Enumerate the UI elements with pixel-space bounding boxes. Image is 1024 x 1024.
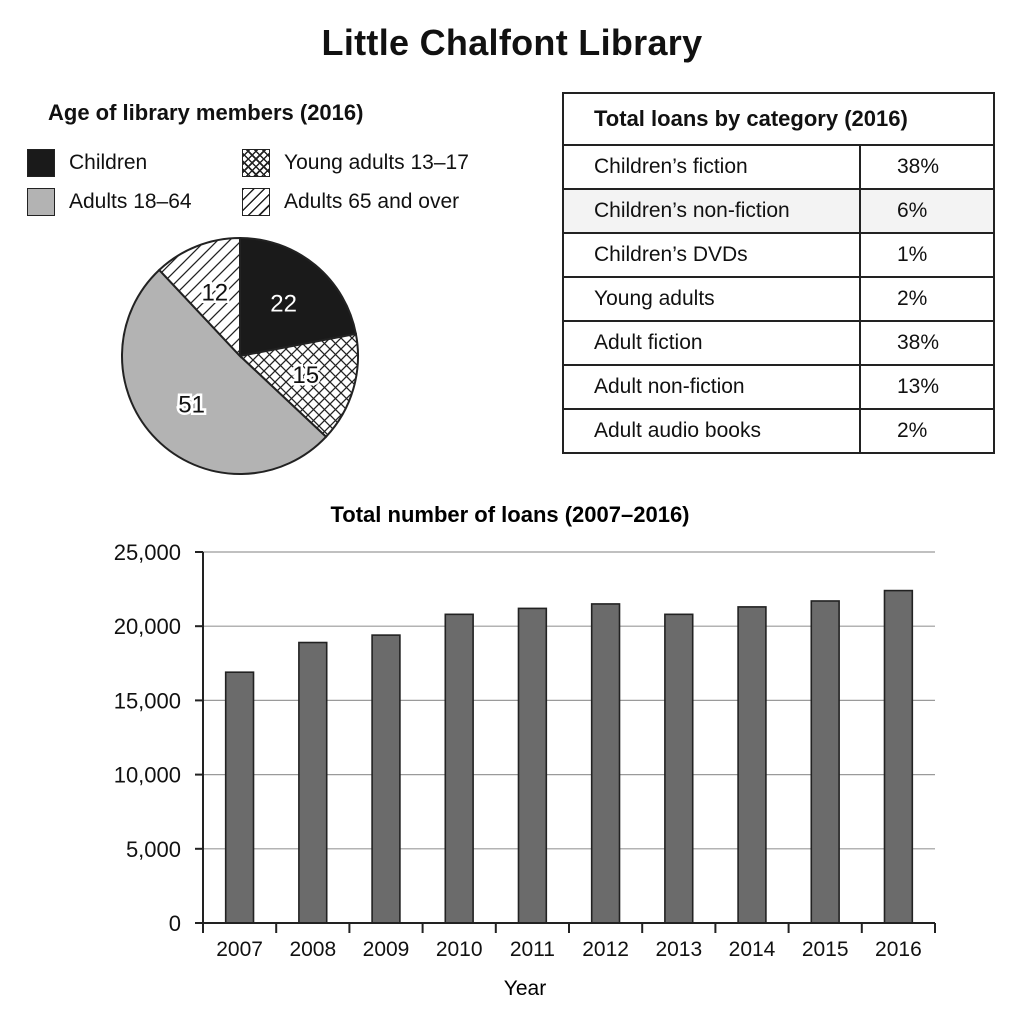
table-row	[563, 233, 994, 277]
x-tick-label: 2016	[875, 938, 922, 961]
x-tick-label: 2013	[655, 938, 703, 961]
x-tick-label: 2015	[801, 938, 849, 961]
category-cell: Children’s non-fiction	[563, 189, 860, 233]
loans-by-category-table	[562, 92, 995, 454]
table-row	[563, 145, 994, 189]
value-cell: 38%	[860, 321, 994, 365]
legend-swatch-children	[27, 149, 55, 177]
pie-chart-title: Age of library members (2016)	[48, 100, 364, 125]
table-row	[563, 321, 994, 365]
pie-value-label: 22	[270, 290, 297, 318]
x-tick-label: 2007	[216, 938, 263, 961]
x-axis-label: Year	[503, 977, 547, 1000]
bar-2008	[299, 643, 327, 923]
category-cell: Young adults	[563, 277, 860, 321]
y-tick-label: 15,000	[113, 688, 181, 714]
page-title: Little Chalfont Library	[321, 22, 703, 63]
pie-value-label: 12	[201, 279, 229, 307]
bar-2010	[445, 614, 473, 923]
legend-item-adults-65-plus	[242, 188, 459, 216]
table-row	[563, 277, 994, 321]
table-row	[563, 189, 994, 233]
x-tick-label: 2008	[289, 938, 337, 961]
category-cell: Children’s fiction	[563, 145, 860, 189]
legend-item-children	[27, 149, 147, 177]
pie-value-label: 15	[292, 362, 320, 390]
y-tick-label: 0	[168, 911, 181, 936]
x-tick-label: 2011	[509, 938, 555, 961]
bar-2013	[665, 614, 693, 923]
legend-label: Young adults 13–17	[284, 151, 469, 174]
bar-2007	[226, 672, 254, 923]
x-tick-label: 2009	[362, 938, 410, 961]
legend-swatch-young-adults	[242, 149, 270, 177]
x-tick-label: 2012	[582, 938, 629, 961]
category-cell: Adult audio books	[563, 409, 860, 453]
value-cell: 6%	[860, 189, 994, 233]
category-cell: Children’s DVDs	[563, 233, 860, 277]
category-cell: Adult fiction	[563, 321, 860, 365]
legend-label: Adults 65 and over	[284, 190, 460, 213]
pie-value-label: 51	[178, 391, 205, 419]
table-row	[563, 409, 994, 453]
x-tick-label: 2010	[435, 938, 483, 961]
legend-label: Children	[69, 151, 148, 174]
bar-2014	[738, 607, 766, 923]
table-row	[563, 365, 994, 409]
y-tick-label: 5,000	[125, 836, 181, 862]
value-cell: 2%	[860, 277, 994, 321]
bar-chart-title: Total number of loans (2007–2016)	[330, 502, 690, 527]
table-title: Total loans by category (2016)	[563, 93, 994, 145]
value-cell: 13%	[860, 365, 994, 409]
value-cell: 2%	[860, 409, 994, 453]
category-cell: Adult non-fiction	[563, 365, 860, 409]
y-tick-label: 20,000	[113, 614, 181, 640]
legend-label: Adults 18–64	[69, 190, 192, 213]
loans-bar-chart	[0, 490, 1024, 1010]
bar-2016	[884, 591, 912, 923]
legend-swatch-adults-65-plus	[242, 188, 270, 216]
legend-item-adults	[27, 188, 192, 216]
bar-2015	[811, 601, 839, 923]
bar-2011	[518, 608, 546, 923]
age-pie-chart	[110, 228, 374, 476]
bar-2009	[372, 635, 400, 923]
legend-swatch-adults	[27, 188, 55, 216]
value-cell: 1%	[860, 233, 994, 277]
value-cell: 38%	[860, 145, 994, 189]
x-tick-label: 2014	[728, 938, 776, 961]
bar-2012	[592, 604, 620, 923]
y-tick-label: 10,000	[113, 762, 181, 788]
y-tick-label: 25,000	[113, 540, 181, 565]
legend-item-young-adults	[242, 149, 469, 177]
